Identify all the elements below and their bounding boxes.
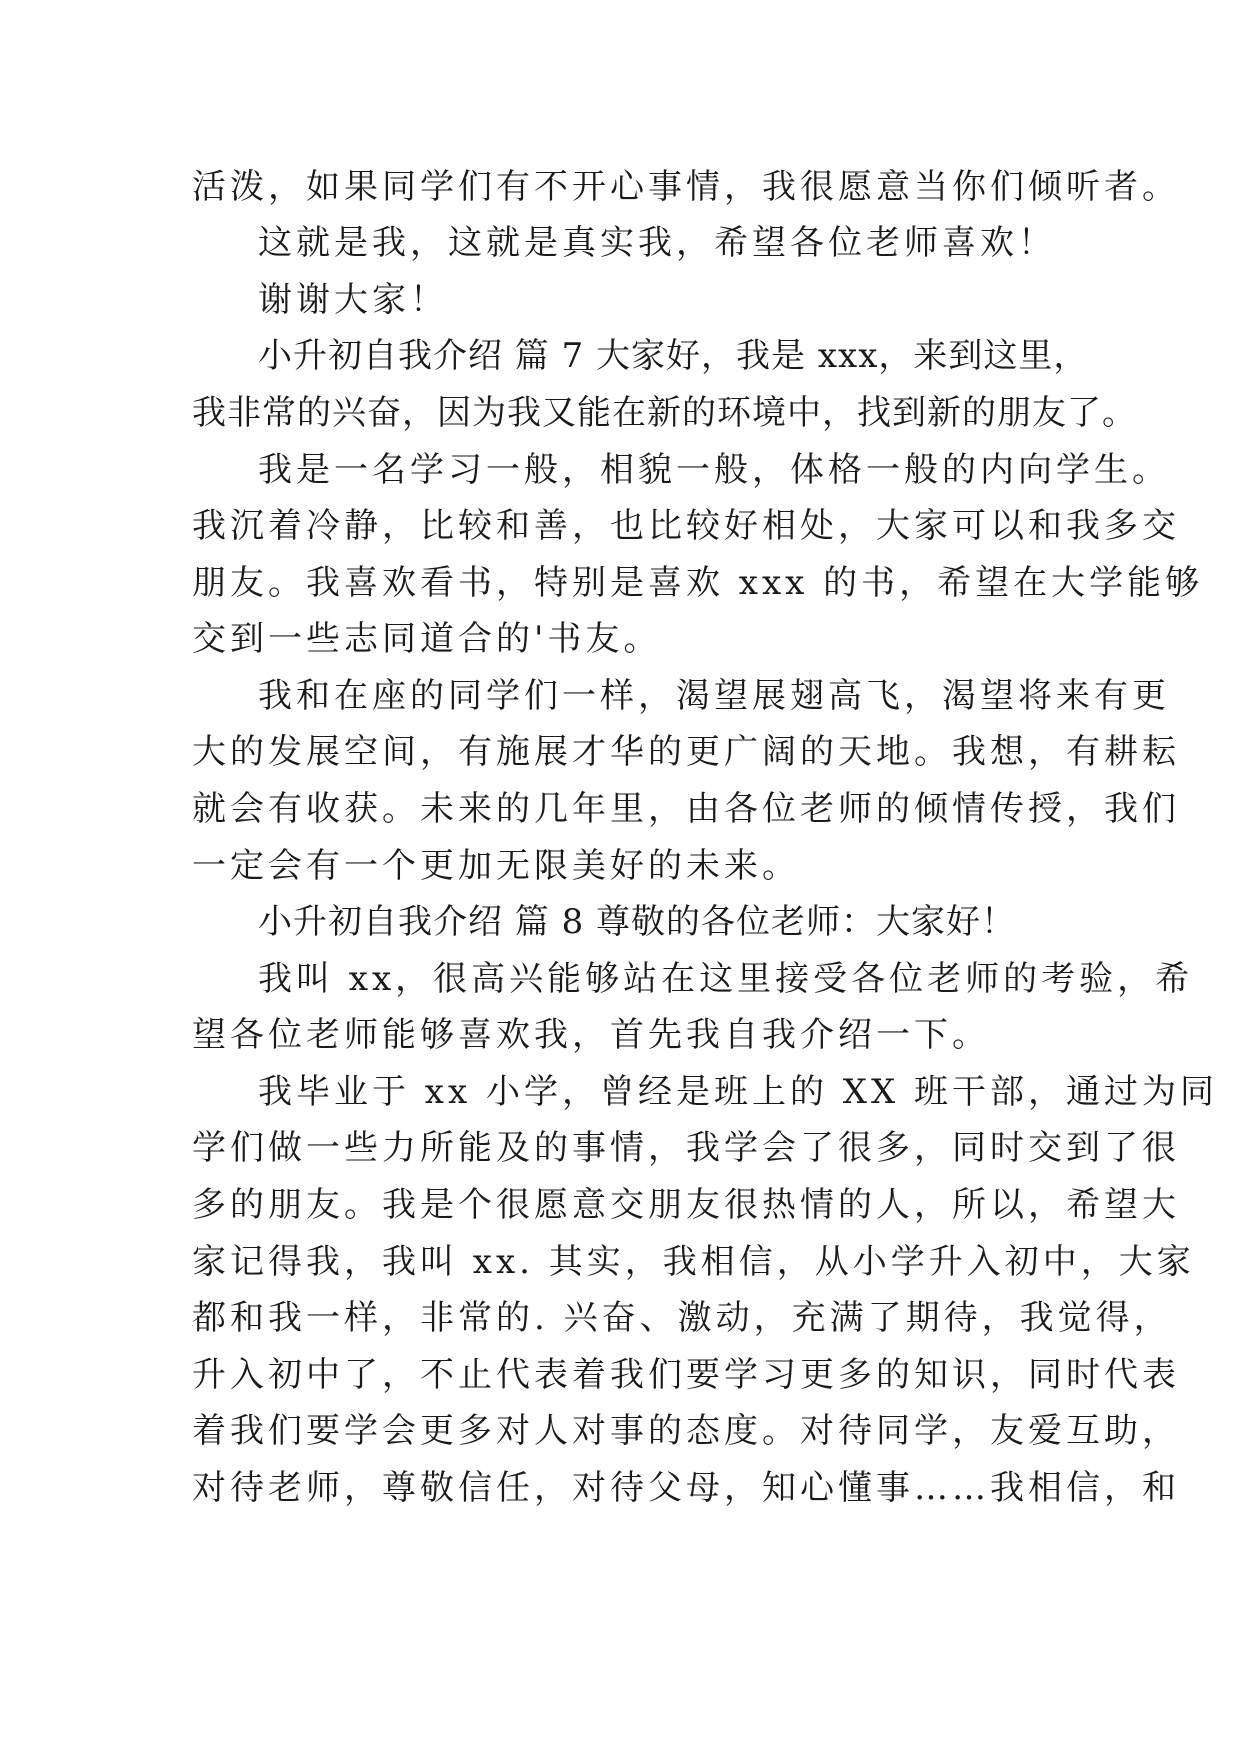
text-line: 着我们要学会更多对人对事的态度。对待同学，友爱互助，	[192, 1411, 1180, 1451]
text-line: 多的朋友。我是个很愿意交朋友很热情的人，所以，希望大	[192, 1185, 1180, 1225]
text-line: 交到一些志同道合的'书友。	[192, 619, 662, 659]
section-heading-8: 小升初自我介绍 篇 8 尊敬的各位老师：大家好！	[258, 902, 1017, 942]
text-line: 谢谢大家！	[258, 280, 448, 320]
text-line: 家记得我，我叫 xx. 其实，我相信，从小学升入初中，大家	[192, 1242, 1195, 1282]
text-line: 望各位老师能够喜欢我，首先我自我介绍一下。	[192, 1015, 990, 1055]
text-line: 对待老师，尊敬信任，对待父母，知心懂事……我相信，和	[192, 1468, 1180, 1508]
text-line: 升入初中了，不止代表着我们要学习更多的知识，同时代表	[192, 1355, 1180, 1395]
text-line: 学们做一些力所能及的事情，我学会了很多，同时交到了很	[192, 1128, 1180, 1168]
text-line: 我是一名学习一般，相貌一般，体格一般的内向学生。	[258, 450, 1170, 490]
text-line: 这就是我，这就是真实我，希望各位老师喜欢！	[258, 223, 1056, 263]
text-line: 一定会有一个更加无限美好的未来。	[192, 846, 800, 886]
text-line: 我和在座的同学们一样，渴望展翅高飞，渴望将来有更	[258, 676, 1170, 716]
text-line: 我叫 xx，很高兴能够站在这里接受各位老师的考验，希	[258, 959, 1194, 999]
text-line: 我非常的兴奋，因为我又能在新的环境中，找到新的朋友了。	[192, 393, 1137, 433]
text-line: 我毕业于 xx 小学，曾经是班上的 XX 班干部，通过为同	[258, 1072, 1218, 1112]
text-line: 都和我一样，非常的. 兴奋、激动，充满了期待，我觉得，	[192, 1298, 1172, 1338]
text-line: 大的发展空间，有施展才华的更广阔的天地。我想，有耕耘	[192, 732, 1180, 772]
section-heading-7: 小升初自我介绍 篇 7 大家好，我是 xxx，来到这里，	[258, 336, 1089, 376]
text-line: 活泼，如果同学们有不开心事情，我很愿意当你们倾听者。	[192, 167, 1180, 207]
text-line: 就会有收获。未来的几年里，由各位老师的倾情传授，我们	[192, 789, 1180, 829]
text-line: 朋友。我喜欢看书，特别是喜欢 xxx 的书，希望在大学能够	[192, 563, 1204, 603]
text-line: 我沉着冷静，比较和善，也比较好相处，大家可以和我多交	[192, 506, 1180, 546]
